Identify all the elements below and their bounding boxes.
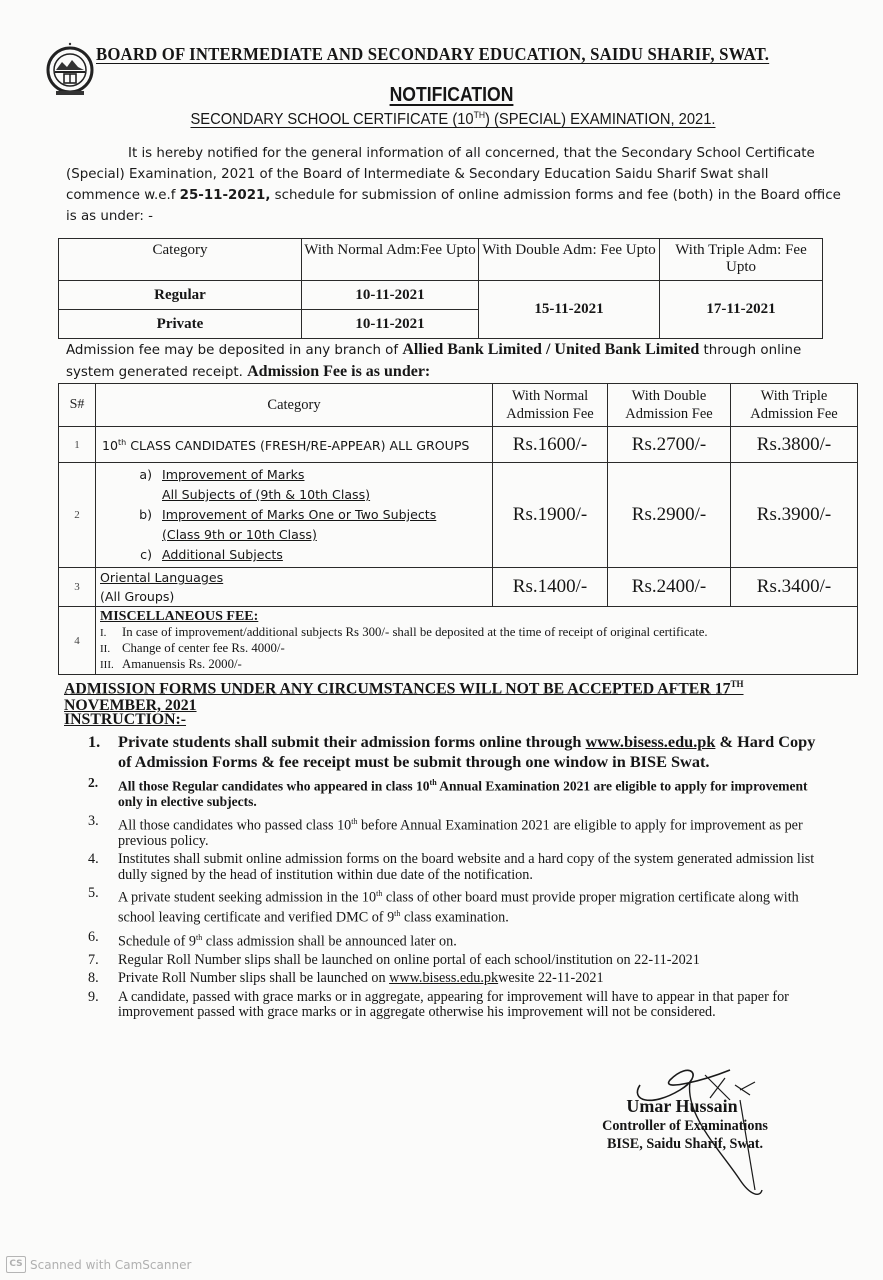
- instruction-sup: th: [196, 932, 203, 942]
- notification-subtitle: [23, 110, 883, 129]
- intro-text-end: schedule for submission of online admission forms and fee (both) in the Board office is as under: -: [66, 188, 841, 224]
- sub-item: [124, 525, 492, 545]
- misc-fee-cell: [96, 607, 858, 675]
- instruction-item: [88, 732, 828, 772]
- fee-category: [96, 427, 493, 463]
- misc-fee-title: MISCELLANEOUS FEE:: [100, 609, 259, 624]
- instruction-item: [88, 990, 828, 1021]
- instruction-text: [118, 930, 457, 950]
- misc-fee-label: III.: [100, 659, 114, 671]
- fee-category-text-end: CLASS CANDIDATES (FRESH/RE-APPEAR) ALL GROUPS: [126, 438, 470, 454]
- instruction-text-part: Annual Examination 2021 are eligible to apply for improvement only in elective subjects.: [118, 778, 808, 809]
- sub-item-text: Additional Subjects: [162, 547, 283, 562]
- instruction-item: [88, 886, 828, 926]
- bank-note: [66, 339, 846, 383]
- instruction-number: 8.: [88, 970, 99, 987]
- subtitle-text: SECONDARY SCHOOL CERTIFICATE (10: [190, 111, 474, 129]
- instruction-text-part: class admission shall be announced later on.: [202, 933, 457, 950]
- sub-item: [124, 505, 492, 525]
- fee-table: [58, 383, 858, 675]
- fee-header-row: [59, 384, 858, 427]
- misc-fee-label: I.: [100, 627, 107, 639]
- instruction-text-part: & Hard Copy of Admission Forms & fee receipt must be submit through one window in BISE Swat.: [118, 732, 816, 771]
- fee-category: [96, 568, 493, 607]
- instruction-text-part: A private student seeking admission in the 10: [118, 889, 377, 906]
- fee-row: [59, 463, 858, 568]
- instruction-item: [88, 930, 828, 950]
- instruction-number: 1.: [88, 732, 101, 751]
- fee-double: Rs.2700/-: [608, 427, 731, 463]
- instruction-text-part: Private Roll Number slips shall be launched on: [118, 970, 390, 987]
- schedule-table: [58, 238, 823, 339]
- bank-note-text-2: through online system generated receipt.: [66, 343, 802, 380]
- instruction-item: [88, 971, 828, 987]
- instruction-text: A candidate, passed with grace marks or in aggregate, appearing for improvement will have to appear in that paper for improvement passed with grace marks or in aggregate otherwise his improvement will not be considered.: [118, 988, 789, 1021]
- instruction-item: [88, 814, 828, 850]
- instruction-number: 5.: [88, 885, 99, 902]
- fee-double: Rs.2900/-: [608, 463, 731, 568]
- instruction-number: 4.: [88, 851, 99, 868]
- notification-title: NOTIFICATION: [389, 84, 514, 106]
- fee-normal: Rs.1400/-: [493, 568, 608, 607]
- fee-row: [59, 427, 858, 463]
- instruction-text: [118, 732, 828, 772]
- instruction-text: [118, 775, 828, 810]
- sub-item: [124, 485, 492, 505]
- fee-sn: 2: [59, 463, 96, 568]
- instruction-number: 6.: [88, 928, 99, 945]
- watermark-text: Scanned with CamScanner: [30, 1257, 192, 1272]
- deadline-warning: [64, 676, 824, 714]
- sub-item-label: c): [140, 547, 152, 562]
- instructions-list: [88, 732, 828, 1024]
- bank-note-text: Admission fee may be deposited in any branch of: [66, 343, 403, 358]
- instructions-heading: INSTRUCTION:-: [64, 711, 187, 728]
- sub-item-text: Improvement of Marks One or Two Subjects: [162, 507, 437, 522]
- instruction-text: [118, 814, 828, 850]
- fee-header-category: Category: [96, 384, 493, 427]
- fee-category-text: Oriental Languages: [100, 570, 224, 585]
- schedule-category: Private: [59, 310, 302, 339]
- instruction-number: 3.: [88, 812, 99, 829]
- commence-date: 25-11-2021,: [179, 188, 271, 203]
- fee-triple: Rs.3900/-: [731, 463, 858, 568]
- misc-fee-item: [100, 625, 853, 641]
- fee-triple: Rs.3400/-: [731, 568, 858, 607]
- schedule-header-double: With Double Adm: Fee Upto: [479, 239, 660, 281]
- intro-text: It is hereby notified for the general information of all concerned, that the Secondary School Certificate (Special) Examination, 2021 of the Board of Intermediate & Secondary Education Saidu Sharif Swat shall commence w.e.f: [66, 146, 815, 203]
- fee-row: [59, 568, 858, 607]
- instruction-text-part: All those Regular candidates who appeared in class 10: [118, 778, 430, 794]
- sub-item-text: All Subjects of (9th & 10th Class): [162, 487, 371, 502]
- fee-category-subtext: (All Groups): [100, 589, 175, 604]
- schedule-normal-date: 10-11-2021: [302, 281, 479, 310]
- instruction-number: 9.: [88, 988, 99, 1005]
- fee-category-sup: th: [118, 437, 127, 447]
- fee-header-sn: S#: [59, 384, 96, 427]
- instruction-item: [88, 775, 828, 810]
- schedule-row: [59, 281, 823, 310]
- schedule-category: Regular: [59, 281, 302, 310]
- instruction-text: Institutes shall submit online admission forms on the board website and a hard copy of the system generated admission list dully signed by the head of institution within due date of the notification.: [118, 851, 815, 883]
- signatory-title: Controller of Examinations: [602, 1118, 768, 1134]
- instruction-sup: th: [394, 909, 401, 919]
- signatory-name: Umar Hussain: [626, 1096, 738, 1116]
- warning-sup: TH: [730, 679, 744, 689]
- instruction-number: 2.: [88, 775, 99, 790]
- instruction-text-part: All those candidates who passed class 10: [118, 817, 352, 834]
- instruction-text: Regular Roll Number slips shall be launched on online portal of each school/institution on 22-11-2021: [118, 951, 700, 968]
- signatory-org: BISE, Saidu Sharif, Swat.: [606, 1136, 764, 1152]
- misc-fee-label: II.: [100, 643, 111, 655]
- schedule-normal-date: 10-11-2021: [302, 310, 479, 339]
- schedule-triple-date: 17-11-2021: [660, 281, 823, 339]
- camscanner-watermark: [6, 1256, 191, 1273]
- fee-normal: Rs.1600/-: [493, 427, 608, 463]
- fee-triple: Rs.3800/-: [731, 427, 858, 463]
- misc-fee-text: Change of center fee Rs. 4000/-: [122, 641, 285, 655]
- fee-sn: 3: [59, 568, 96, 607]
- website-link[interactable]: www.bisess.edu.pk: [389, 970, 499, 987]
- schedule-header-category: Category: [59, 239, 302, 281]
- fee-sn: 1: [59, 427, 96, 463]
- instruction-sup: th: [376, 889, 383, 899]
- instruction-text-part: class of other board must provide proper migration certificate along with school leaving certificate and verified DMC of 9: [118, 889, 799, 927]
- instruction-number: 7.: [88, 951, 99, 968]
- sub-item: [124, 465, 492, 485]
- subtitle-sup: TH: [473, 110, 486, 120]
- admission-fee-heading: Admission Fee is as under:: [247, 363, 431, 380]
- intro-paragraph: [66, 143, 846, 227]
- instruction-text-part: wesite 22-11-2021: [498, 970, 604, 987]
- signatory-role: [570, 1117, 800, 1153]
- schedule-double-date: 15-11-2021: [479, 281, 660, 339]
- subtitle-text-end: ) (SPECIAL) EXAMINATION, 2021.: [485, 111, 716, 129]
- sub-item-label: b): [139, 507, 152, 522]
- instruction-text-part: class examination.: [400, 910, 509, 927]
- schedule-header-normal: With Normal Adm:Fee Upto: [302, 239, 479, 281]
- instruction-text-part: before Annual Examination 2021 are eligible to apply for improvement as per previous policy.: [118, 817, 803, 849]
- misc-fee-text: In case of improvement/additional subjects Rs 300/- shall be deposited at the time of receipt of original certificate.: [122, 625, 708, 639]
- instruction-sup: th: [429, 778, 437, 787]
- instruction-item: [88, 852, 828, 883]
- sub-item-text: (Class 9th or 10th Class): [162, 527, 317, 542]
- camscanner-logo-icon: CS: [6, 1256, 26, 1273]
- instruction-text: [118, 971, 604, 987]
- warning-text-end: NOVEMBER, 2021: [64, 697, 197, 715]
- sub-item: [124, 545, 492, 565]
- schedule-header-triple: With Triple Adm: Fee Upto: [660, 239, 823, 281]
- instruction-text: [118, 886, 828, 926]
- misc-fee-text: Amanuensis Rs. 2000/-: [122, 657, 242, 671]
- website-link[interactable]: www.bisess.edu.pk: [585, 732, 716, 751]
- improvement-list: [96, 463, 492, 567]
- sub-item-label: a): [139, 467, 152, 482]
- warning-text: ADMISSION FORMS UNDER ANY CIRCUMSTANCES WILL NOT BE ACCEPTED AFTER 17: [64, 680, 731, 698]
- misc-fee-item: [100, 641, 853, 657]
- fee-category: [96, 463, 493, 568]
- instruction-text-part: Private students shall submit their admission forms online through: [118, 732, 586, 751]
- sub-item-text: Improvement of Marks: [162, 467, 305, 482]
- instruction-sup: th: [351, 816, 358, 826]
- board-title: BOARD OF INTERMEDIATE AND SECONDARY EDUCATION, SAIDU SHARIF, SWAT.: [96, 44, 770, 64]
- fee-double: Rs.2400/-: [608, 568, 731, 607]
- fee-row-misc: [59, 607, 858, 675]
- fee-header-normal: With Normal Admission Fee: [493, 384, 608, 427]
- fee-header-triple: With Triple Admission Fee: [731, 384, 858, 427]
- misc-fee-item: [100, 657, 853, 673]
- schedule-header-row: [59, 239, 823, 281]
- instruction-text-part: Schedule of 9: [118, 933, 197, 950]
- fee-sn: 4: [59, 607, 96, 675]
- fee-category-text: 10: [102, 438, 119, 454]
- bank-names: Allied Bank Limited / United Bank Limited: [402, 341, 700, 358]
- fee-normal: Rs.1900/-: [493, 463, 608, 568]
- fee-header-double: With Double Admission Fee: [608, 384, 731, 427]
- instruction-item: [88, 953, 828, 969]
